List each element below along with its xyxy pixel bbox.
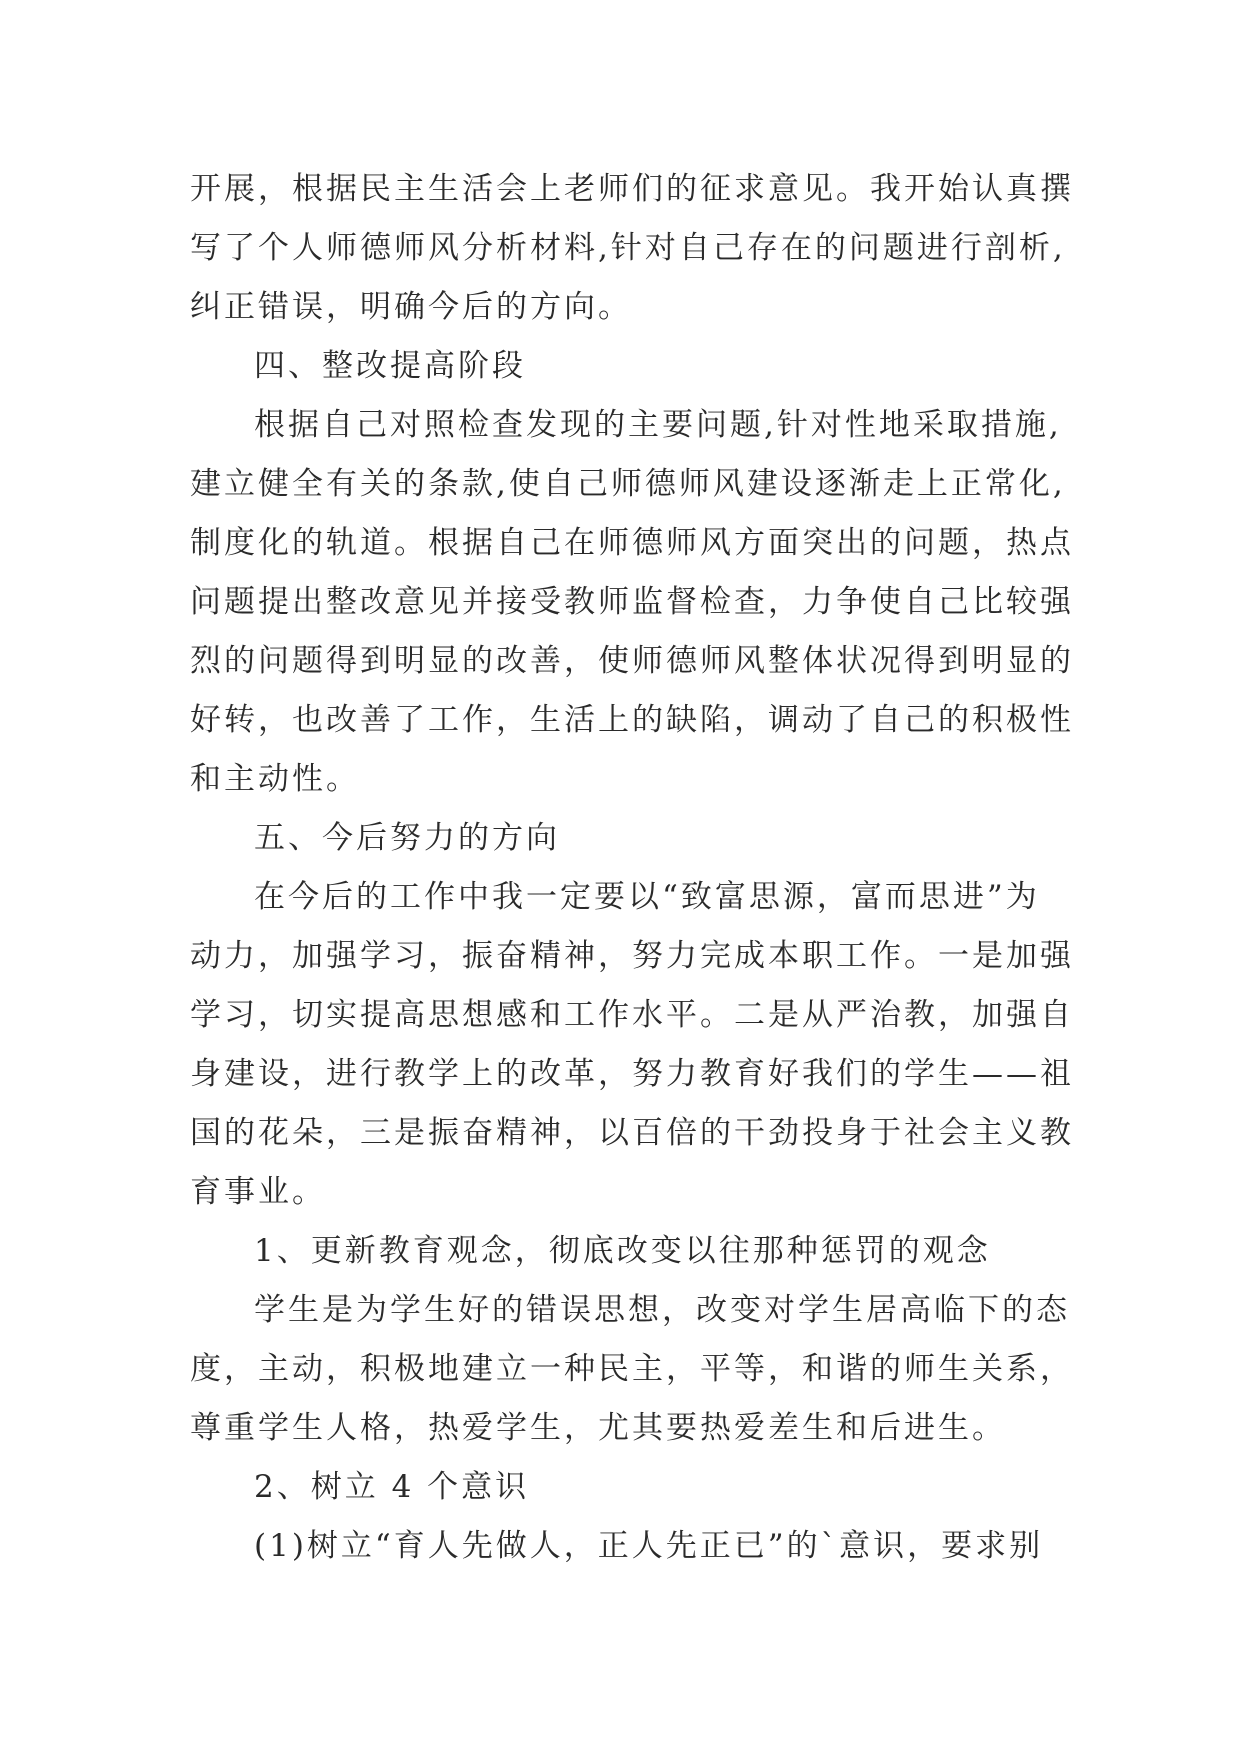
text-line: 在今后的工作中我一定要以“致富思源，富而思进”为 bbox=[254, 879, 1040, 915]
text-line: 五、今后努力的方向 bbox=[254, 820, 560, 856]
text-line: 好转，也改善了工作，生活上的缺陷，调动了自己的积极性 bbox=[190, 702, 1074, 738]
text-line: 2、树立 4 个意识 bbox=[254, 1469, 530, 1505]
text-line: 纠正错误，明确今后的方向。 bbox=[190, 289, 632, 325]
document-body bbox=[190, 160, 1090, 1576]
text-line: 制度化的轨道。根据自己在师德师风方面突出的问题，热点 bbox=[190, 525, 1074, 561]
text-line: 学习，切实提高思想感和工作水平。二是从严治教，加强自 bbox=[190, 997, 1074, 1033]
text-line: 建立健全有关的条款,使自己师德师风建设逐渐走上正常化, bbox=[190, 466, 1066, 502]
text-line: 育事业。 bbox=[190, 1174, 326, 1210]
text-line: 根据自己对照检查发现的主要问题,针对性地采取措施, bbox=[254, 407, 1062, 443]
text-line: 四、整改提高阶段 bbox=[254, 348, 526, 384]
text-line: 问题提出整改意见并接受教师监督检查，力争使自己比较强 bbox=[190, 584, 1074, 620]
text-line: 身建设，进行教学上的改革，努力教育好我们的学生——祖 bbox=[190, 1056, 1074, 1092]
text-line: 学生是为学生好的错误思想，改变对学生居高临下的态 bbox=[254, 1292, 1070, 1328]
text-line: 写了个人师德师风分析材料,针对自己存在的问题进行剖析, bbox=[190, 230, 1066, 266]
text-line: (1)树立“育人先做人，正人先正已”的`意识，要求别 bbox=[254, 1528, 1044, 1564]
text-line: 动力，加强学习，振奋精神，努力完成本职工作。一是加强 bbox=[190, 938, 1074, 974]
text-line: 度，主动，积极地建立一种民主，平等，和谐的师生关系， bbox=[190, 1351, 1074, 1387]
text-line: 国的花朵，三是振奋精神，以百倍的干劲投身于社会主义教 bbox=[190, 1115, 1074, 1151]
text-line: 开展，根据民主生活会上老师们的征求意见。我开始认真撰 bbox=[190, 171, 1074, 207]
text-line: 1、更新教育观念，彻底改变以往那种惩罚的观念 bbox=[254, 1233, 991, 1269]
text-line: 烈的问题得到明显的改善，使师德师风整体状况得到明显的 bbox=[190, 643, 1074, 679]
text-line: 和主动性。 bbox=[190, 761, 360, 797]
text-line: 尊重学生人格，热爱学生，尤其要热爱差生和后进生。 bbox=[190, 1410, 1006, 1446]
